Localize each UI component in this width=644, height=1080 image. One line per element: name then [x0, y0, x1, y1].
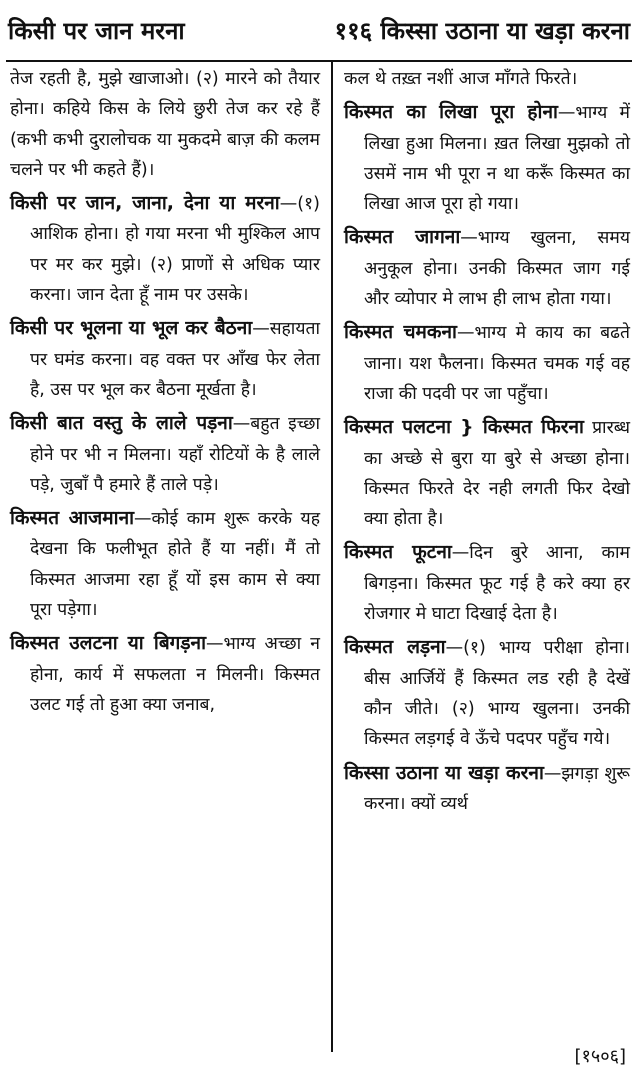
- entry-headword: किसी बात वस्तु के लाले पड़ना: [10, 412, 233, 435]
- entry: [344, 97, 630, 219]
- header-left: किसी पर जान मरना: [8, 16, 185, 45]
- column-divider: [331, 62, 333, 1052]
- entry-headword: किस्मत का लिखा पूरा होना: [344, 101, 558, 124]
- entry-text: —भाग्य अच्छा न होना, कार्य में सफलता न मिलनी। किस्मत उलट गई तो हुआ क्या जनाब,: [30, 634, 320, 715]
- entry-text: —भाग्य में लिखा हुआ मिलना। ख़त लिखा मुझको तो उसमें नाम भी पूरा न था करूँ किस्मत का लिखा आज पूरा हो गया।: [364, 103, 631, 215]
- entry-text: —झगड़ा शुरू करना। क्यों व्यर्थ: [364, 763, 630, 814]
- header-right: ११६ किस्सा उठाना या खड़ा करना: [334, 16, 630, 45]
- entry-headword: किसी पर भूलना या भूल कर बैठना: [10, 317, 253, 340]
- entry: [344, 537, 630, 629]
- entry: [344, 758, 630, 820]
- entry-text: —सहायता पर घमंड करना। वह वक्त पर आँख फेर लेता है, उस पर भूल कर बैठना मूर्खता है।: [30, 319, 320, 400]
- entry: [10, 408, 320, 500]
- entry-text: —बहुत इच्छा होने पर भी न मिलना। यहाँ रोटियों के है लाले पड़े, जुबाँ पै हमारे हैं ताले पड़े।: [30, 414, 321, 495]
- entry-text: —कोई काम शुरू करके यह देखना कि फलीभूत होते हैं या नहीं। मैं तो किस्मत आजमा रहा हूँ यों इस काम से क्या पूरा पड़ेगा।: [30, 509, 321, 621]
- entry-text: कल थे तख़्त नशीं आज माँगते फिरते।: [344, 69, 578, 89]
- entry-headword: किस्मत चमकना: [344, 321, 457, 344]
- entry-headword: किसी पर जान, जाना, देना या मरना: [10, 192, 280, 215]
- entry-text: प्रारब्ध का अच्छे से बुरा या बुरे से अच्छा होना। किस्मत फिरते देर नही लगती फिर देखो क्या होता है।: [364, 418, 630, 530]
- entry: [10, 313, 320, 405]
- page-number: [१५०६]: [574, 1046, 626, 1067]
- entry: [10, 503, 320, 625]
- entry: [344, 222, 630, 314]
- entry: [10, 628, 320, 720]
- entry-headword: किस्मत आजमाना: [10, 507, 135, 530]
- left-column: [10, 64, 320, 723]
- entry: [344, 317, 630, 409]
- entry: [10, 188, 320, 310]
- header-rule: [6, 60, 632, 62]
- entry-headword: किस्मत उलटना या बिगड़ना: [10, 632, 207, 655]
- entry-text: —भाग्य खुलना, समय अनुकूल होना। उनकी किस्मत जाग गई और व्योपार मे लाभ ही लाभ होता गया।: [364, 228, 630, 310]
- entry-text: —(१) आशिक होना। हो गया मरना भी मुश्किल आप पर मर कर मुझे। (२) प्राणों से अधिक प्यार करना। जान देता हूँ नाम पर उसके।: [30, 194, 320, 306]
- entry-headword: किस्मत फूटना: [344, 541, 452, 564]
- entry: [344, 64, 630, 94]
- entry: [344, 412, 630, 534]
- entry-text: —(१) भाग्य परीक्षा होना। बीस आर्जियें हैं किस्मत लड रही है देखें कौन जीते। (२) भाग्य खुलना। उनकी किस्मत लड़गई वे ऊँचे पदपर पहुँच गये।: [364, 638, 630, 750]
- entry: [10, 64, 320, 185]
- entry-headword: किस्मत लड़ना: [344, 636, 446, 659]
- entry-text: —दिन बुरे आना, काम बिगड़ना। किस्मत फूट गई है करे क्या हर रोजगार मे घाटा दिखाई देता है।: [364, 543, 630, 625]
- entry-headword: किस्सा उठाना या खड़ा करना: [344, 761, 544, 784]
- right-column: [344, 64, 630, 822]
- entry-text: —भाग्य मे काय का बढते जाना। यश फैलना। किस्मत चमक गई वह राजा की पदवी पर जा पहुँचा।: [364, 323, 630, 404]
- running-header: [8, 4, 630, 56]
- entry-headword: किस्मत पलटना } किस्मत फिरना: [344, 416, 584, 439]
- entry: [344, 632, 630, 754]
- entry-headword: किस्मत जागना: [344, 226, 461, 249]
- entry-text: तेज रहती है, मुझे खाजाओ। (२) मारने को तैयार होना। कहिये किस के लिये छुरी तेज कर रहे हैं (कभी कभी दुरालोचक या मुकदमे बाज़ की कलम चलने पर भी कहते हैं)।: [10, 69, 320, 180]
